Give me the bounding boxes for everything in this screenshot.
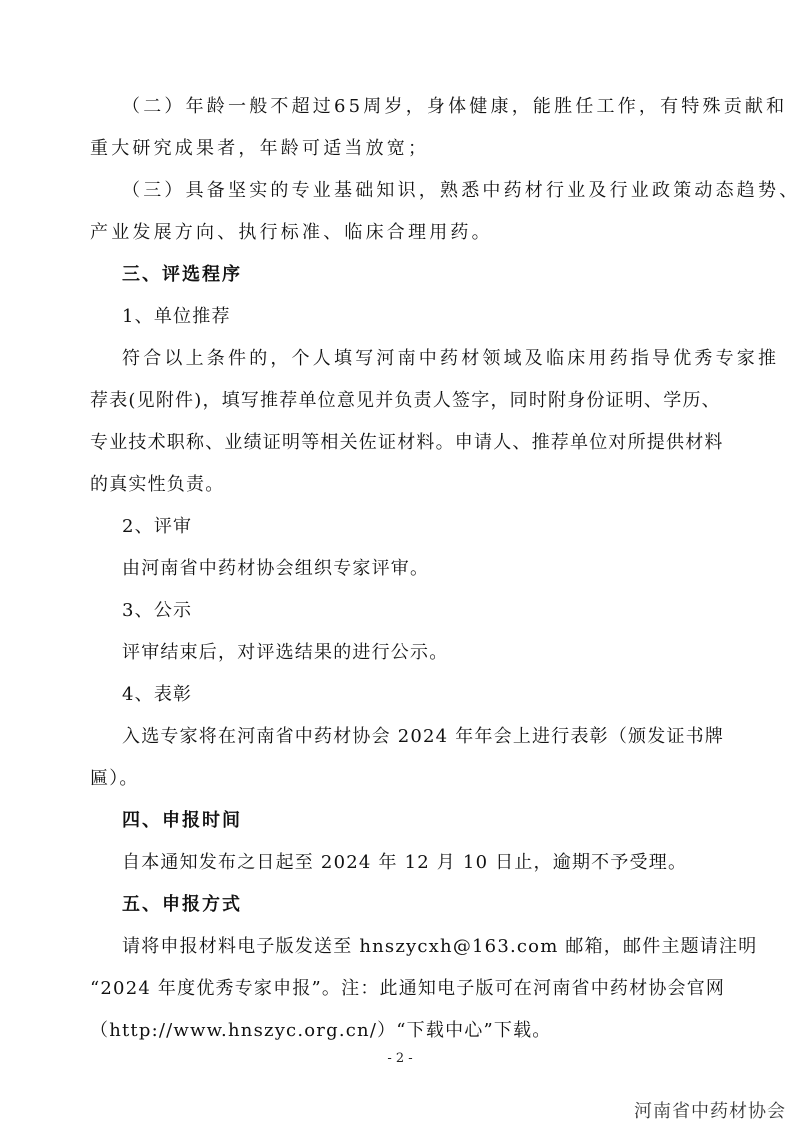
criterion-2-line-2: 重大研究成果者，年龄可适当放宽；: [90, 138, 430, 159]
step-4-paragraph-line-1: 入选专家将在河南省中药材协会 2024 年年会上进行表彰（颁发证书牌: [122, 726, 725, 747]
criterion-3-line-2: 产业发展方向、执行标准、临床合理用药。: [90, 222, 493, 243]
step-heading-publicity: 3、公示: [122, 600, 193, 621]
step-3-paragraph: 评审结束后，对评选结果的进行公示。: [122, 642, 449, 663]
section-heading-selection-procedure: 三、评选程序: [122, 264, 242, 285]
step-4-paragraph-line-2: 匾）。: [90, 768, 139, 789]
step-2-paragraph: 由河南省中药材协会组织专家评审。: [122, 558, 430, 579]
step-1-paragraph-line-3: 专业技术职称、业绩证明等相关佐证材料。申请人、推荐单位对所提供材料: [90, 432, 724, 453]
section-heading-application-method: 五、申报方式: [122, 894, 242, 915]
step-1-paragraph-line-1: 符合以上条件的，个人填写河南中药材领域及临床用药指导优秀专家推: [122, 348, 780, 369]
watermark-association-name: 河南省中药材协会: [634, 1101, 786, 1122]
criterion-2-line-1: （二）年龄一般不超过65周岁，身体健康，能胜任工作，有特殊贡献和: [122, 96, 788, 117]
application-method-line-1: 请将申报材料电子版发送至 hnszycxh@163.com 邮箱，邮件主题请注明: [122, 936, 758, 957]
step-heading-review: 2、评审: [122, 516, 193, 537]
application-time-paragraph: 自本通知发布之日起至 2024 年 12 月 10 日止，逾期不予受理。: [122, 852, 688, 873]
application-method-line-3: （http://www.hnszyc.org.cn/）“下载中心”下载。: [90, 1020, 552, 1041]
page-number: - 2 -: [387, 1051, 413, 1066]
step-heading-unit-recommendation: 1、单位推荐: [122, 306, 231, 327]
step-heading-commendation: 4、表彰: [122, 684, 193, 705]
step-1-paragraph-line-2: 荐表(见附件)，填写推荐单位意见并负责人签字，同时附身份证明、学历、: [90, 390, 721, 411]
application-method-line-2: “2024 年度优秀专家申报”。注：此通知电子版可在河南省中药材协会官网: [90, 978, 726, 999]
section-heading-application-time: 四、申报时间: [122, 810, 242, 831]
step-1-paragraph-line-4: 的真实性负责。: [90, 474, 225, 495]
criterion-3-line-1: （三）具备坚实的专业基础知识，熟悉中药材行业及行业政策动态趋势、: [122, 180, 800, 201]
